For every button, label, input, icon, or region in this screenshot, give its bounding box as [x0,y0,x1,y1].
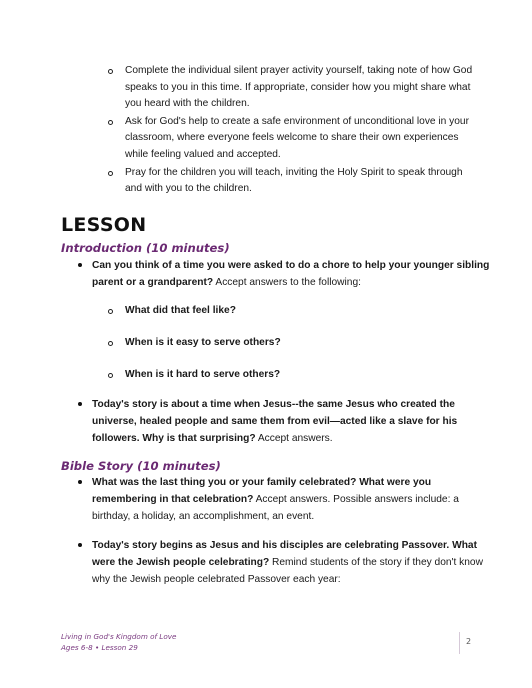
introduction-bullet-1 [78,257,492,291]
circle-bullet-icon [108,309,113,314]
bullet-question: Today's story begins as Jesus and his disciples are celebrating Passover. What were the Jewish people celebrating? [92,540,477,568]
bible-story-bullet-1 [78,474,492,525]
bullet-instruction: Accept answers. Possible answers include: a birthday, a holiday, an accomplishment, an event. [92,494,459,522]
circle-bullet-icon [108,120,113,125]
question-text: When is it easy to serve others? [125,337,281,348]
list-item [107,165,479,198]
circle-bullet-icon [108,341,113,346]
lesson-heading: LESSON [61,214,147,236]
introduction-bullet-2 [78,396,492,447]
list-item-text: Ask for God's help to create a safe environment of unconditional love in your classroom, where everyone feels welcome to share their own experiences while feeling valued and accepted. [125,115,469,160]
list-item [107,114,479,164]
preparation-list [107,63,479,199]
bible-story-heading: Bible Story (10 minutes) [61,459,221,473]
footer-lesson-info: Ages 6-8 • Lesson 29 [61,642,138,652]
page-number: 2 [466,637,472,646]
bullet-question: Today's story is about a time when Jesus--the same Jesus who created the universe, healed people and same them from evil—acted like a slave for his followers. Why is that surprising? [92,399,458,444]
bullet-instruction: Accept answers to the following: [213,277,361,288]
footer-divider [459,632,460,654]
question-text: What did that feel like? [125,305,236,316]
bible-story-bullet-2 [78,537,492,588]
footer-series-title: Living in God's Kingdom of Love [61,632,177,641]
list-item-text: Complete the individual silent prayer activity yourself, taking note of how God speaks to you in this time. If appropriate, consider how you might share what you heard with the children. [125,65,473,110]
introduction-heading: Introduction (10 minutes) [61,241,230,255]
bullet-dot-icon [78,480,82,484]
question-item [107,303,236,319]
bullet-dot-icon [78,543,82,547]
question-item [107,367,280,383]
circle-bullet-icon [108,373,113,378]
list-item-text: Pray for the children you will teach, inviting the Holy Spirit to speak through and with you to the children. [125,166,463,195]
footer-title [61,632,176,653]
bullet-question: Can you think of a time you were asked to do a chore to help your younger sibling parent or a grandparent? [92,260,490,288]
circle-bullet-icon [108,69,113,74]
list-item [107,63,479,113]
bullet-question: What was the last thing you or your family celebrated? What were you remembering in that celebration? [92,477,432,505]
bullet-instruction: Remind students of the story if they don't know why the Jewish people celebrated Passover each year: [92,557,483,585]
circle-bullet-icon [108,171,113,176]
question-item [107,335,281,351]
question-text: When is it hard to serve others? [125,369,281,380]
bullet-dot-icon [78,402,82,406]
bullet-instruction: Accept answers. [255,433,333,444]
bullet-dot-icon [78,263,82,267]
